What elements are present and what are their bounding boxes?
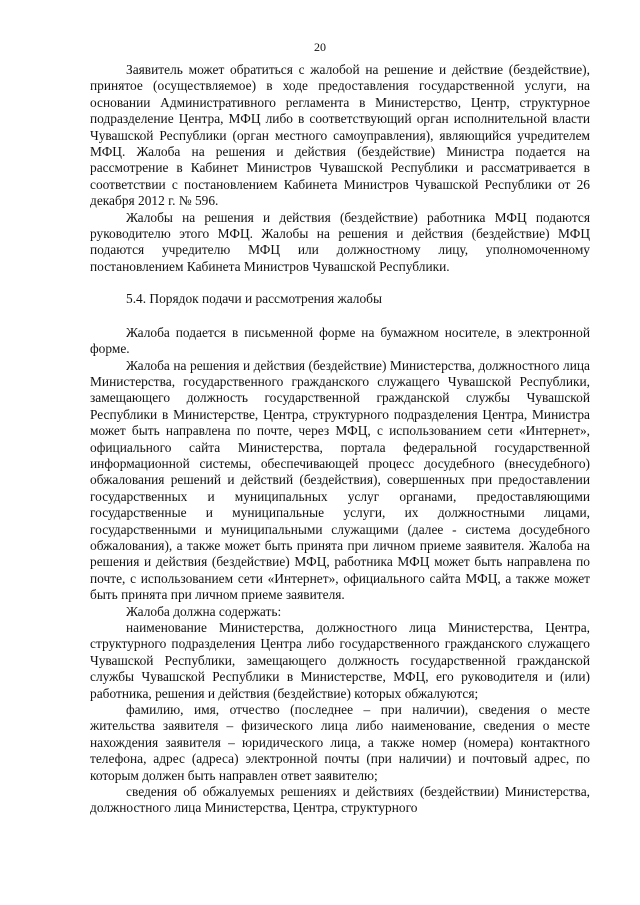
paragraph-contents-item-applicant: фамилию, имя, отчество (последнее – при наличии), сведения о месте жительства заявителя – физического лица либо наименование, сведения о месте нахождения заявителя – юридического лица, а также номер (номера) контактного телефона, адрес (адреса) электронной почты (при наличии) и почтовый адрес, по которым должен быть направлен ответ заявителю; bbox=[90, 702, 590, 783]
paragraph-complaint-contents-intro: Жалоба должна содержать: bbox=[126, 603, 282, 619]
paragraph-complaint-right: Заявитель может обратиться с жалобой на решение и действие (бездействие), принятое (осуществляемое) в ходе предоставления государственной услуги, на основании Административного регламента в Министерство, Центр, структурное подразделение Центра, МФЦ либо в соответствующий орган исполнительной власти Чувашской Республики (орган местного самоуправления), являющийся учредителем МФЦ. Жалоба на решения и действия (бездействие) Министра подается на рассмотрение в Кабинет Министров Чувашской Республики и рассматривается в соответствии с постановлением Кабинета Министров Чувашской Республики от 26 декабря 2012 г. № 596. bbox=[90, 62, 590, 209]
document-body bbox=[90, 62, 590, 817]
paragraph-complaint-channels: Жалоба на решения и действия (бездействие) Министерства, должностного лица Министерства, государственного гражданского служащего Чувашской Республики, замещающего должность государственной гражданской службы Чувашской Республики в Министерстве, Центра, структурного подразделения Центра, Министра может быть направлена по почте, через МФЦ, с использованием сети «Интернет», официального сайта Министерства, портала федеральной государственной информационной системы, обеспечивающей процесс досудебного (внесудебного) обжалования решений и действий (бездействия), совершенных при предоставлении государственных и муниципальных услуг органами, предоставляющими государственные и муниципальные услуги, их должностными лицами, государственными и муниципальными служащими (далее - система досудебного обжалования), а также может быть принята при личном приеме заявителя. Жалоба на решения и действия (бездействие) МФЦ, работника МФЦ может быть направлена по почте, с использованием сети «Интернет», официального сайта МФЦ, а также может быть принята при личном приеме заявителя. bbox=[90, 357, 590, 603]
page-number: 20 bbox=[314, 40, 326, 54]
paragraph-mfc-complaints: Жалобы на решения и действия (бездействие) работника МФЦ подаются руководителю этого МФЦ. Жалобы на решения и действия (бездействие) МФЦ подаются учредителю МФЦ или должностному лицу, уполномоченному постановлением Кабинета Министров Чувашской Республики. bbox=[90, 209, 590, 274]
paragraph-contents-item-name: наименование Министерства, должностного лица Министерства, Центра, структурного подразделения Центра либо государственного гражданского служащего Чувашской Республики, замещающего должность государственной гражданской службы Чувашской Республики в Министерстве, МФЦ, его руководителя и (или) работника, решения и действия (бездействие) которых обжалуются; bbox=[90, 620, 590, 701]
section-heading: 5.4. Порядок подачи и рассмотрения жалобы bbox=[126, 291, 382, 307]
paragraph-contents-item-decisions: сведения об обжалуемых решениях и действиях (бездействии) Министерства, должностного лица Министерства, Центра, структурного bbox=[90, 784, 590, 816]
paragraph-complaint-form: Жалоба подается в письменной форме на бумажном носителе, в электронной форме. bbox=[90, 324, 590, 357]
